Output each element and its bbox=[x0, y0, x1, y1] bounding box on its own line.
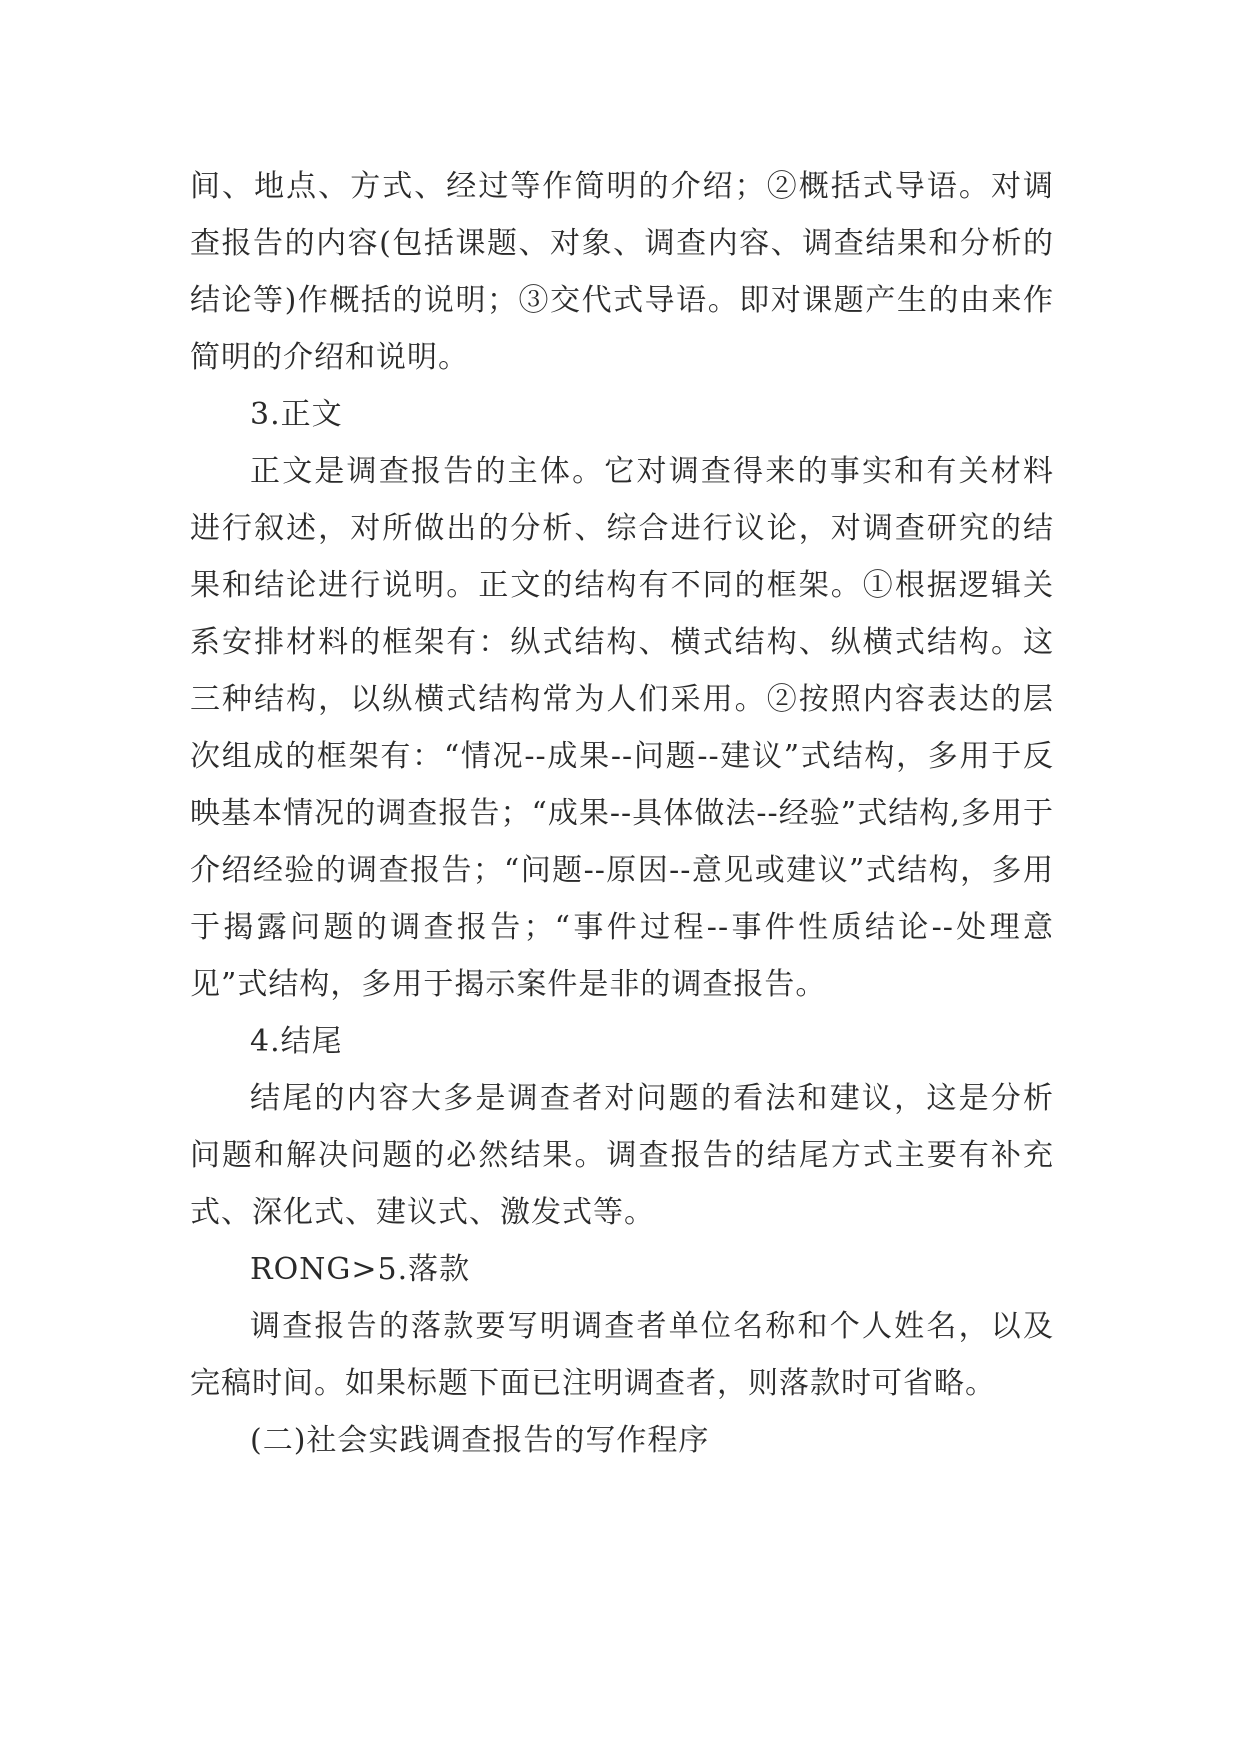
heading-writing-procedure: (二)社会实践调查报告的写作程序 bbox=[250, 1423, 710, 1458]
paragraph-body-structure: 正文是调查报告的主体。它对调查得来的事实和有关材料进行叙述，对所做出的分析、综合进行议论，对调查研究的结果和结论进行说明。正文的结构有不同的框架。①根据逻辑关系安排材料的框架有：纵式结构、横式结构、纵横式结构。这三种结构，以纵横式结构常为人们采用。②按照内容表达的层次组成的框架有：“情况--成果--问题--建议”式结构，多用于反映基本情况的调查报告；“成果--具体做法--经验”式结构,多用于介绍经验的调查报告；“问题--原因--意见或建议”式结构，多用于揭露问题的调查报告；“事件过程--事件性质结论--处理意见”式结构，多用于揭示案件是非的调查报告。 bbox=[190, 454, 1054, 1002]
document-body bbox=[190, 158, 1054, 1469]
heading-ending-section: 4.结尾 bbox=[250, 1024, 343, 1059]
heading-body-section: 3.正文 bbox=[250, 397, 343, 432]
paragraph-ending: 结尾的内容大多是调查者对问题的看法和建议，这是分析问题和解决问题的必然结果。调查报告的结尾方式主要有补充式、深化式、建议式、激发式等。 bbox=[190, 1081, 1054, 1230]
heading-signature-section: RONG>5.落款 bbox=[250, 1252, 471, 1287]
paragraph-intro-types: 间、地点、方式、经过等作简明的介绍；②概括式导语。对调查报告的内容(包括课题、对象、调查内容、调查结果和分析的结论等)作概括的说明；③交代式导语。即对课题产生的由来作简明的介绍和说明。 bbox=[190, 169, 1054, 375]
paragraph-signature: 调查报告的落款要写明调查者单位名称和个人姓名，以及完稿时间。如果标题下面已注明调查者，则落款时可省略。 bbox=[190, 1309, 1054, 1401]
